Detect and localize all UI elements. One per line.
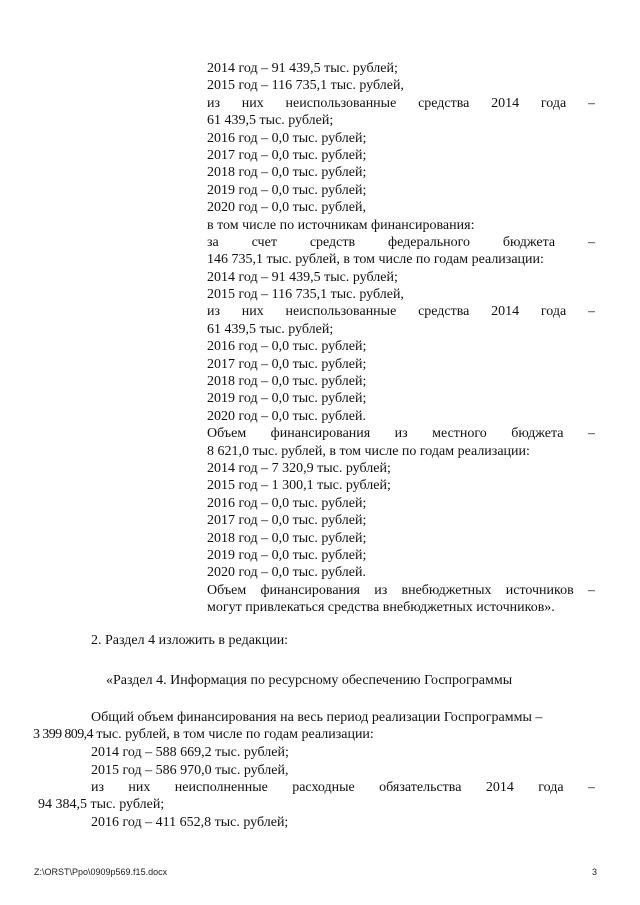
text-line: 2019 год – 0,0 тыс. рублей; [207,547,367,563]
page-number: 3 [592,867,598,877]
text-line: 2014 год – 91 439,5 тыс. рублей; [207,61,398,76]
text-line: 2016 год – 0,0 тыс. рублей; [207,495,367,511]
text-line: 2014 год – 91 439,5 тыс. рублей; [207,269,398,285]
text-line: 61 439,5 тыс. рублей; [207,113,334,129]
text-line: 2017 год – 0,0 тыс. рублей; [207,513,367,529]
text-line: в том числе по источникам финансирования: [207,217,475,233]
total-funding-line [91,709,595,726]
word: 2014 [491,304,520,320]
text-line: 2020 год – 0,0 тыс. рублей. [207,408,366,424]
text-line: 2018 год – 0,0 тыс. рублей; [207,165,367,181]
indented-funding-block [207,60,595,617]
text-line: 2017 год – 0,0 тыс. рублей; [207,356,367,372]
year-2015-line: 2015 год – 586 970,0 тыс. рублей, [91,763,289,778]
word: из [207,95,221,111]
text-line: 2016 год – 0,0 тыс. рублей; [207,339,367,355]
text-line: 2020 год – 0,0 тыс. рублей. [207,565,366,581]
word: средства [418,95,470,111]
word: года [540,95,567,111]
word: из [394,426,408,442]
justified-line [207,582,595,599]
justified-line [207,303,595,320]
footer-file-path: Z:\ORST\Ppo\0909p569.f15.docx [34,867,168,877]
word: внебюджетных [401,582,492,598]
word: обязательства [379,780,462,795]
word: за [207,234,219,250]
word: местного [432,426,487,442]
word: неисполненные [174,780,268,795]
text-line: 2019 год – 0,0 тыс. рублей; [207,391,367,407]
word: финансирования [260,582,360,598]
text-line: 2015 год – 116 735,1 тыс. рублей, [207,287,404,303]
word: – [587,234,595,250]
text-run: Общий объем финансирования на весь период реализации Госпрограммы – [91,710,543,725]
justified-line [207,425,595,442]
unexecuted-amount-line: 94 384,5 тыс. рублей; [38,797,165,812]
word: – [587,95,595,111]
word: из [374,582,388,598]
word: бюджета [511,426,564,442]
word: бюджета [502,234,556,250]
text-line: 2020 год – 0,0 тыс. рублей, [207,200,366,216]
text-line: 61 439,5 тыс. рублей; [207,321,334,337]
word: средства [418,304,470,320]
text-line: 2015 год – 1 300,1 тыс. рублей; [207,478,391,494]
text-line: могут привлекаться средства внебюджетных источников». [207,600,555,616]
word: них [128,780,151,795]
year-2016-line: 2016 год – 411 652,8 тыс. рублей; [91,815,289,830]
text-line: 2014 год – 7 320,9 тыс. рублей; [207,460,391,476]
word: них [241,304,264,320]
word: федерального [388,234,471,250]
text-line: 8 621,0 тыс. рублей, в том числе по годам реализации: [207,443,530,459]
year-2014-line: 2014 год – 588 669,2 тыс. рублей; [91,745,289,760]
word: финансирования [270,426,371,442]
justified-line [207,95,595,112]
text-line: 2018 год – 0,0 тыс. рублей; [207,530,367,546]
word: – [587,780,595,795]
text-line: 2017 год – 0,0 тыс. рублей; [207,147,367,163]
text-line: 146 735,1 тыс. рублей, в том числе по годам реализации: [207,252,544,268]
word: года [540,304,567,320]
word: Объем [207,426,247,442]
word: Объем [207,582,247,598]
word: счет [251,234,277,250]
word: из [91,780,105,795]
word: – [587,304,595,320]
total-amount: 3 399 809,4 [33,727,93,742]
justified-line [91,779,595,796]
word: неиспользованные [285,95,397,111]
text-line: 2015 год – 116 735,1 тыс. рублей, [207,78,404,94]
word: 2014 [485,780,514,795]
word: из [207,304,221,320]
word: 2014 [491,95,520,111]
text-line: 2016 год – 0,0 тыс. рублей; [207,130,367,146]
word: средств [309,234,356,250]
word: источников [505,582,574,598]
word: – [587,582,595,598]
text-run: тыс. рублей, в том числе по годам реализации: [92,727,374,742]
total-amount-line [33,726,374,743]
section-heading: «Раздел 4. Информация по ресурсному обеспечению Госпрограммы [106,673,513,688]
text-line: 2018 год – 0,0 тыс. рублей; [207,374,367,390]
word: неиспользованные [285,304,397,320]
word: года [538,780,564,795]
amendment-item-2: 2. Раздел 4 изложить в редакции: [91,633,289,648]
word: них [241,95,264,111]
justified-line [207,234,595,251]
word: – [587,426,595,442]
text-line: 2019 год – 0,0 тыс. рублей; [207,182,367,198]
word: расходные [292,780,355,795]
